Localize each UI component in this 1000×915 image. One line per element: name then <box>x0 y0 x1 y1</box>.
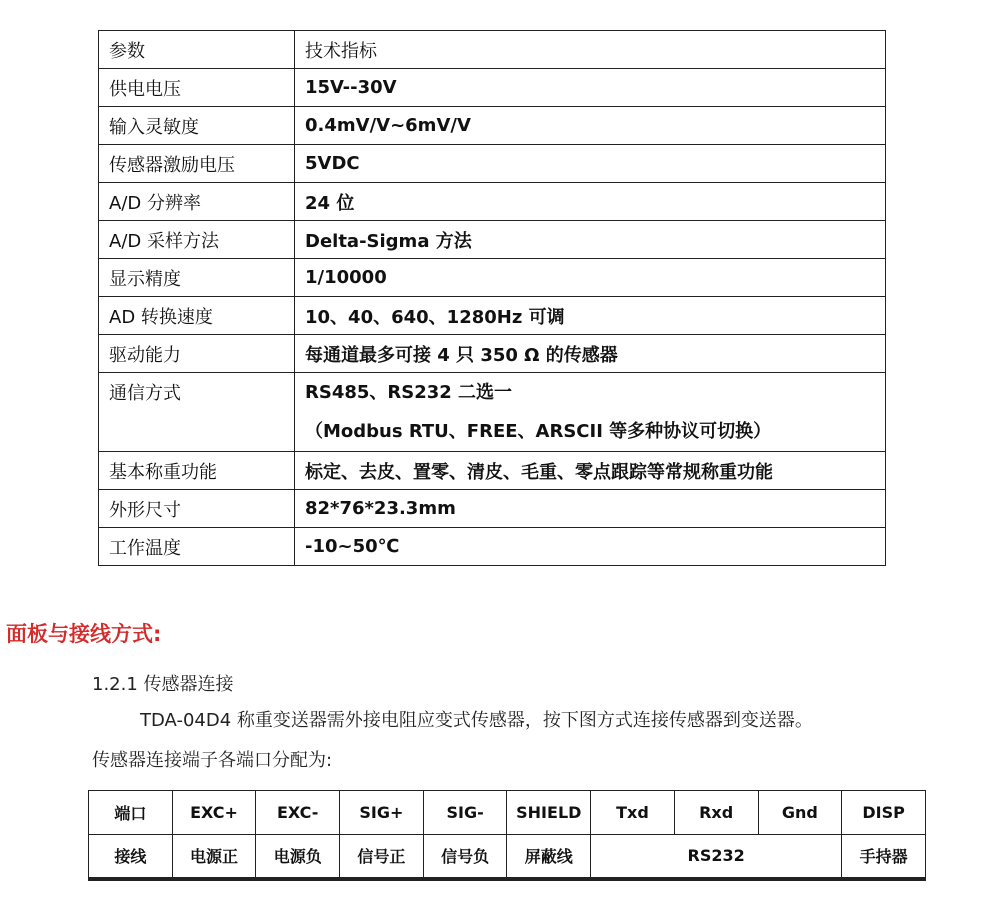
spec-row <box>99 221 886 259</box>
port-cell: SIG- <box>423 791 507 835</box>
spec-row <box>99 183 886 221</box>
port-cell: Gnd <box>758 791 842 835</box>
spec-row <box>99 107 886 145</box>
port-cell: 接线 <box>89 835 173 879</box>
port-cell: 手持器 <box>842 835 926 879</box>
spec-value: 15V--30V <box>295 69 886 107</box>
spec-row <box>99 490 886 528</box>
spec-param: 工作温度 <box>99 528 295 566</box>
spec-row <box>99 69 886 107</box>
spec-value: Delta-Sigma 方法 <box>295 221 886 259</box>
spec-value: 0.4mV/V~6mV/V <box>295 107 886 145</box>
port-row-wiring <box>89 835 926 879</box>
port-table <box>88 790 926 881</box>
spec-row <box>99 373 886 452</box>
port-cell: 信号正 <box>340 835 424 879</box>
spec-row <box>99 335 886 373</box>
spec-value: 1/10000 <box>295 259 886 297</box>
spec-value <box>295 373 886 452</box>
spec-table <box>98 30 886 566</box>
port-cell-rs232: RS232 <box>591 835 842 879</box>
spec-value-line2: （Modbus RTU、FREE、ARSCII 等多种协议可切换） <box>305 421 772 442</box>
spec-value: 82*76*23.3mm <box>295 490 886 528</box>
port-cell: Rxd <box>674 791 758 835</box>
spec-row <box>99 452 886 490</box>
port-cell: EXC+ <box>172 791 256 835</box>
section-heading: 面板与接线方式: <box>6 622 162 646</box>
spec-header-value: 技术指标 <box>295 31 886 69</box>
port-cell: 电源负 <box>256 835 340 879</box>
port-cell: 端口 <box>89 791 173 835</box>
spec-value: 5VDC <box>295 145 886 183</box>
spec-param: 供电电压 <box>99 69 295 107</box>
spec-param: 驱动能力 <box>99 335 295 373</box>
spec-param: 基本称重功能 <box>99 452 295 490</box>
spec-value: 每通道最多可接 4 只 350 Ω 的传感器 <box>295 335 886 373</box>
port-cell: SHIELD <box>507 791 591 835</box>
port-cell: 电源正 <box>172 835 256 879</box>
spec-param: A/D 分辨率 <box>99 183 295 221</box>
port-cell: Txd <box>591 791 675 835</box>
spec-param: 通信方式 <box>99 373 295 452</box>
port-row-names <box>89 791 926 835</box>
spec-value: 24 位 <box>295 183 886 221</box>
spec-row <box>99 259 886 297</box>
spec-param: A/D 采样方法 <box>99 221 295 259</box>
spec-param: 输入灵敏度 <box>99 107 295 145</box>
port-cell: DISP <box>842 791 926 835</box>
spec-value: 10、40、640、1280Hz 可调 <box>295 297 886 335</box>
port-cell: 信号负 <box>423 835 507 879</box>
paragraph-intro: TDA-04D4 称重变送器需外接电阻应变式传感器，按下图方式连接传感器到变送器。 <box>140 710 813 731</box>
spec-value: 标定、去皮、置零、清皮、毛重、零点跟踪等常规称重功能 <box>295 452 886 490</box>
spec-value: -10~50℃ <box>295 528 886 566</box>
spec-value-line1: RS485、RS232 二选一 <box>305 382 513 403</box>
spec-header-row <box>99 31 886 69</box>
paragraph-ports: 传感器连接端子各端口分配为: <box>92 750 333 771</box>
spec-row <box>99 297 886 335</box>
spec-row <box>99 145 886 183</box>
spec-param: AD 转换速度 <box>99 297 295 335</box>
subsection-title: 1.2.1 传感器连接 <box>92 674 234 695</box>
port-cell: 屏蔽线 <box>507 835 591 879</box>
spec-param: 传感器激励电压 <box>99 145 295 183</box>
port-cell: SIG+ <box>340 791 424 835</box>
spec-row <box>99 528 886 566</box>
port-cell: EXC- <box>256 791 340 835</box>
spec-param: 显示精度 <box>99 259 295 297</box>
spec-header-param: 参数 <box>99 31 295 69</box>
spec-param: 外形尺寸 <box>99 490 295 528</box>
